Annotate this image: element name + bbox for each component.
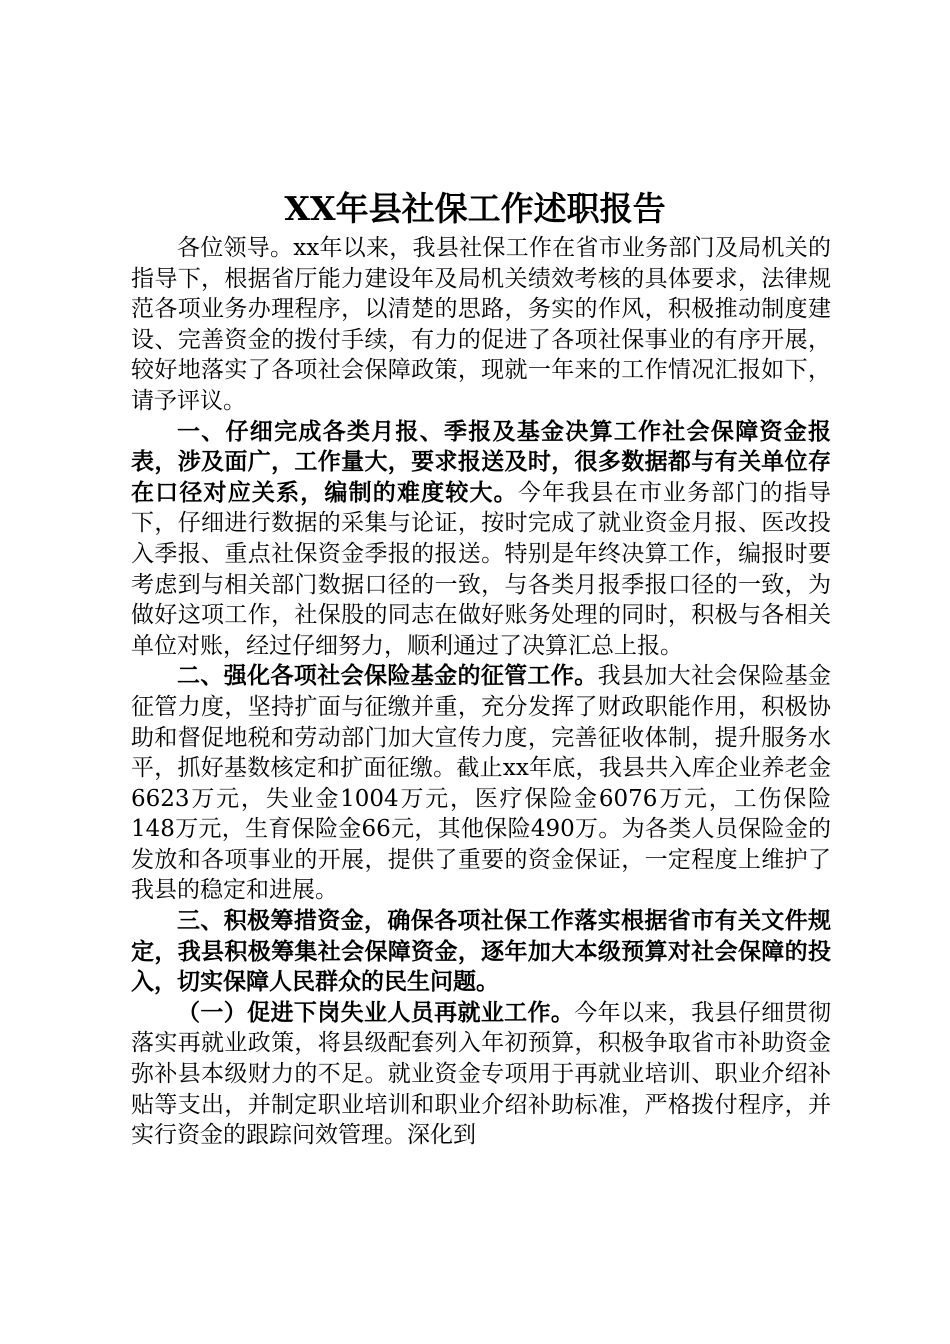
paragraph-intro (131, 233, 831, 417)
section-2-heading: 二、强化各项社会保险基金的征管工作。 (177, 662, 598, 690)
subsection-1-heading: （一）促进下岗失业人员再就业工作。 (177, 998, 575, 1026)
section-1-heading: 一、仔细完成各类月报、季报及基金决算工作社会保障资金报表，涉及面广，工作量大，要求报送及时，很多数据都与有关单位存在口径对应关系，编制的难度较大。 (131, 417, 831, 506)
paragraph-section-1 (131, 417, 831, 662)
paragraph-subsection-1 (131, 998, 831, 1151)
document-body (131, 233, 831, 1151)
paragraph-section-2 (131, 661, 831, 906)
section-1-text: 今年我县在市业务部门的指导下，仔细进行数据的采集与论证，按时完成了就业资金月报、医改投入季报、重点社保资金季报的报送。特别是年终决算工作，编报时要考虑到与相关部门数据口径的一致，与各类月报季报口径的一致，为做好这项工作，社保股的同志在做好账务处理的同时，积极与各相关单位对账，经过仔细努力，顺利通过了决算汇总上报。 (131, 479, 832, 659)
section-3-heading: 三、积极筹措资金，确保各项社保工作落实根据省市有关文件规定，我县积极筹集社会保障资金，逐年加大本级预算对社会保障的投入，切实保障人民群众的民生问题。 (131, 907, 831, 996)
document-title: XX年县社保工作述职报告 (284, 189, 666, 228)
paragraph-intro-text: 各位领导。xx年以来，我县社保工作在省市业务部门及局机关的指导下，根据省厅能力建设年及局机关绩效考核的具体要求，法律规范各项业务办理程序，以清楚的思路，务实的作风，积极推动制度建设、完善资金的拨付手续，有力的促进了各项社保事业的有序开展，较好地落实了各项社会保障政策，现就一年来的工作情况汇报如下，请予评议。 (131, 235, 831, 414)
paragraph-section-3 (131, 906, 831, 998)
section-2-text: 我县加大社会保险基金征管力度，坚持扩面与征缴并重，充分发挥了财政职能作用，积极协助和督促地税和劳动部门加大宣传力度，完善征收体制，提升服务水平，抓好基数核定和扩面征缴。截止xx年底，我县共入库企业养老金6623万元，失业金1004万元，医疗保险金6076万元，工伤保险148万元，生育保险金66元，其他保险490万。为各类人员保险金的发放和各项事业的开展，提供了重要的资金保证，一定程度上维护了我县的稳定和进展。 (131, 663, 832, 904)
subsection-1-text: 今年以来，我县仔细贯彻落实再就业政策，将县级配套列入年初预算，积极争取省市补助资金弥补县本级财力的不足。就业资金专项用于再就业培训、职业介绍补贴等支出，并制定职业培训和职业介绍补助标准，严格拨付程序，并实行资金的跟踪问效管理。深化到 (131, 999, 832, 1149)
